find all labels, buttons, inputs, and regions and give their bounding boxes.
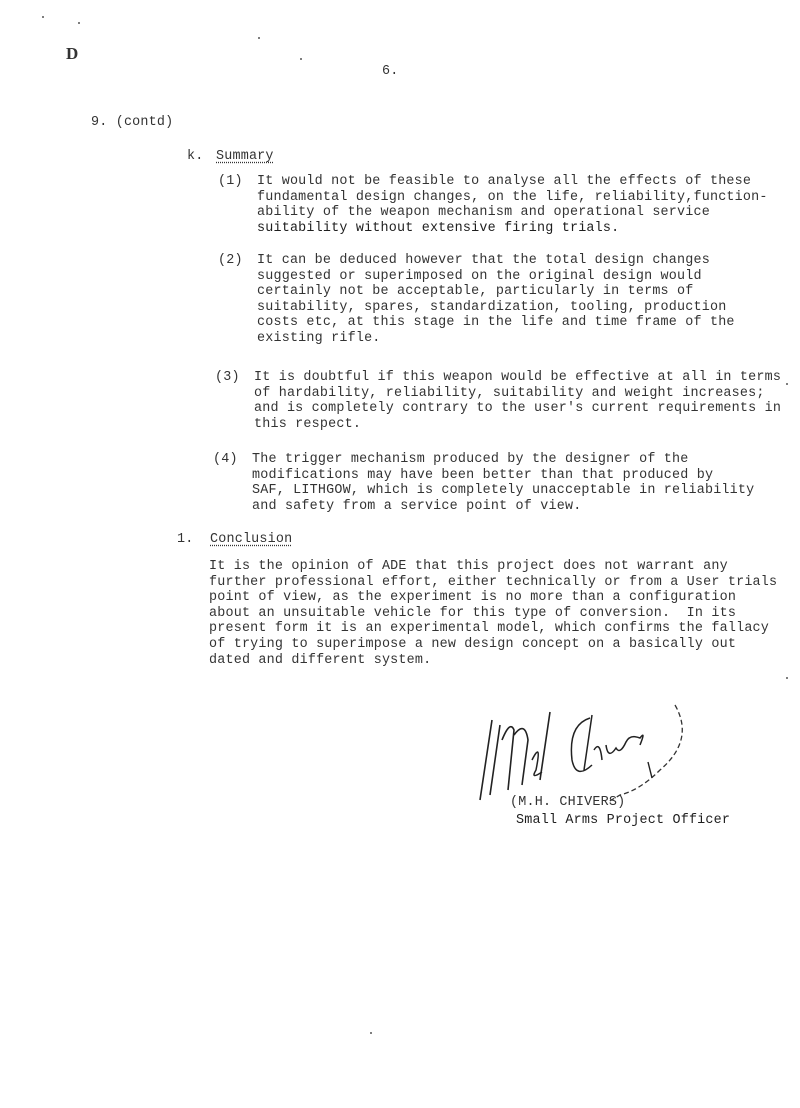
signatory-name: (M.H. CHIVERS) — [510, 795, 626, 810]
summary-item-4 — [252, 452, 754, 514]
text-line: The trigger mechanism produced by the designer of the — [252, 452, 689, 467]
text-line: dated and different system. — [209, 652, 432, 668]
text-line: It would not be feasible to analyse all the effects of these — [257, 174, 752, 189]
text-line: and is completely contrary to the user's current requirements in — [254, 401, 782, 417]
text-line: present form it is an experimental model, which confirms the fallacy — [209, 621, 770, 637]
summary-item-number: (4) — [213, 452, 238, 467]
text-line: existing rifle. — [257, 330, 381, 346]
conclusion-title: Conclusion — [210, 532, 293, 547]
section-heading: 9. (contd) — [91, 115, 174, 130]
summary-item-3 — [254, 370, 781, 432]
summary-item-number: (2) — [218, 253, 243, 268]
text-line: point of view, as the experiment is no more than a configuration — [209, 590, 737, 606]
summary-label: k. — [187, 149, 204, 164]
text-line: suggested or superimposed on the original design would — [257, 268, 702, 284]
text-line: It is doubtful if this weapon would be effective at all in terms — [254, 370, 782, 385]
text-line: of hardability, reliability, suitability and weight increases; — [254, 385, 765, 401]
summary-item-number: (1) — [218, 174, 243, 189]
conclusion-label: 1. — [177, 532, 194, 547]
page-number: 6. — [382, 64, 399, 79]
scan-speck — [300, 58, 302, 60]
scan-speck — [78, 22, 80, 24]
scan-speck — [258, 37, 260, 39]
handwritten-signature — [470, 700, 710, 810]
text-line: suitability without extensive firing trials. — [257, 220, 620, 236]
summary-item-1 — [257, 174, 768, 236]
text-line: of trying to superimpose a new design concept on a basically out — [209, 636, 737, 652]
text-line: this respect. — [254, 416, 362, 432]
scan-speck — [786, 383, 788, 385]
scan-speck — [42, 16, 44, 18]
text-line: SAF, LITHGOW, which is completely unacceptable in reliability — [252, 483, 755, 499]
text-line: and safety from a service point of view. — [252, 498, 582, 514]
conclusion-body — [209, 559, 777, 668]
summary-title: Summary — [216, 149, 274, 164]
text-line: costs etc, at this stage in the life and time frame of the — [257, 315, 735, 331]
summary-item-2 — [257, 253, 735, 347]
text-line: It is the opinion of ADE that this project does not warrant any — [209, 559, 728, 574]
text-line: further professional effort, either technically or from a User trials — [209, 574, 778, 590]
scan-speck — [786, 677, 788, 679]
text-line: certainly not be acceptable, particularly in terms of — [257, 284, 694, 300]
scan-speck — [370, 1032, 372, 1034]
summary-item-number: (3) — [215, 370, 240, 385]
text-line: suitability, spares, standardization, tooling, production — [257, 299, 727, 315]
text-line: modifications may have been better than that produced by — [252, 467, 714, 483]
text-line: about an unsuitable vehicle for this type of conversion. In its — [209, 605, 737, 621]
corner-mark: D — [66, 44, 79, 63]
text-line: fundamental design changes, on the life, reliability,function- — [257, 189, 768, 205]
text-line: ability of the weapon mechanism and operational service — [257, 205, 710, 221]
signatory-title: Small Arms Project Officer — [516, 813, 731, 828]
text-line: It can be deduced however that the total design changes — [257, 253, 710, 268]
